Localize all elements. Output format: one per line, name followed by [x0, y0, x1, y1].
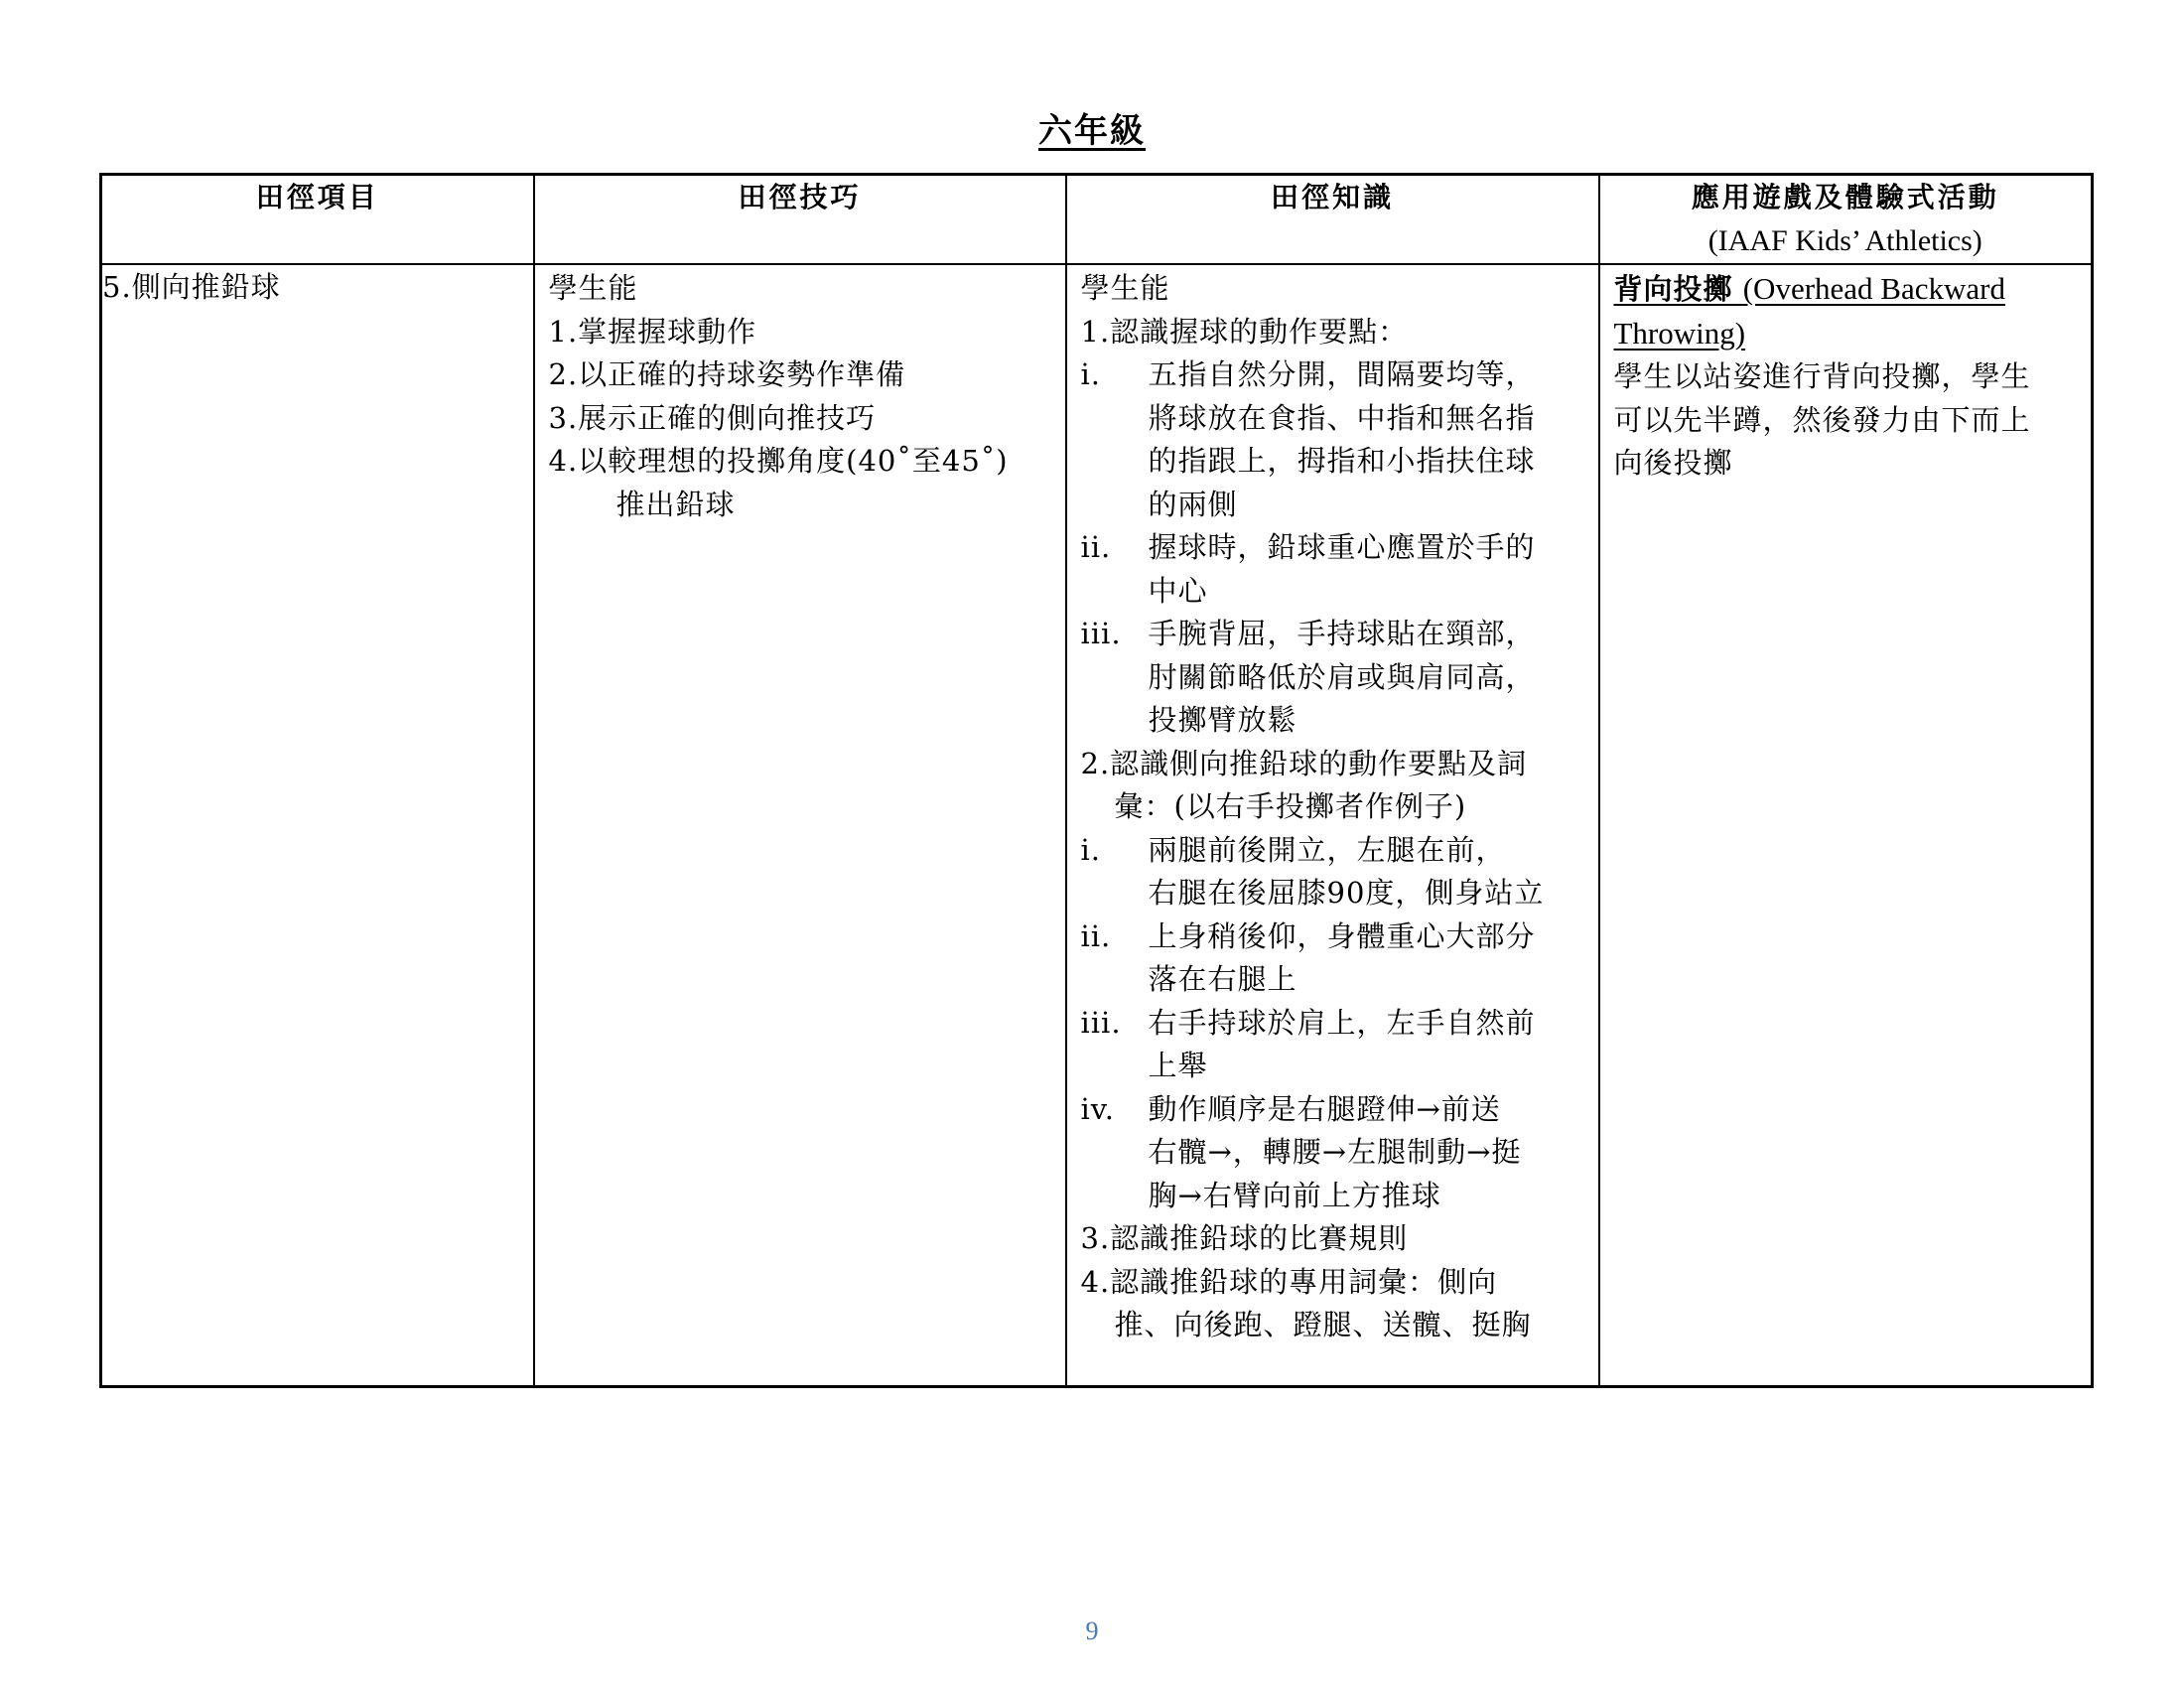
knowledge-cell	[1066, 264, 1599, 1387]
knowledge-point-1-iii: iii. 手腕背屈，手持球貼在頸部，	[1080, 617, 1536, 650]
knowledge-point-1: 1.認識握球的動作要點：	[1080, 314, 1409, 349]
page-title-text: 六年級	[1038, 111, 1146, 151]
knowledge-point-3: 3.認識推鉛球的比賽規則	[1080, 1221, 1409, 1255]
activity-description: 學生以站姿進行背向投擲，學生	[1613, 359, 2031, 393]
activity-title-cont	[1614, 312, 2080, 356]
header-athletic-item-label: 田徑項目	[255, 181, 379, 213]
page-title	[0, 103, 2184, 152]
header-applied-games	[1599, 175, 2093, 265]
activity-title	[1614, 267, 2080, 312]
knowledge-point-2-iii-cont: 上舉	[1148, 1049, 1208, 1082]
knowledge-point-2-i: i. 兩腿前後開立，左腿在前，	[1080, 832, 1506, 867]
skills-item-3: 3.展示正確的側向推技巧	[548, 400, 877, 435]
header-applied-games-sub: (IAAF Kids’ Athletics)	[1707, 224, 1982, 257]
activity-description: 可以先半蹲，然後發力由下而上	[1613, 402, 2031, 437]
activity-description: 向後投擲	[1613, 446, 1733, 480]
knowledge-point-2: 2.認識側向推鉛球的動作要點及詞	[1080, 746, 1528, 780]
knowledge-point-2-ii: ii. 上身稍後仰，身體重心大部分	[1080, 918, 1536, 953]
skills-intro: 學生能	[548, 271, 638, 305]
skills-content	[535, 265, 1065, 526]
knowledge-point-2-iv-cont: 胸→右臂向前上方推球	[1148, 1178, 1441, 1212]
item-cell	[101, 264, 534, 1387]
header-athletic-knowledge-label: 田徑知識	[1270, 181, 1394, 213]
page-number: 9	[1085, 1617, 1099, 1645]
curriculum-table	[99, 173, 2094, 1388]
knowledge-point-2-iv-cont: 右髖→，轉腰→左腿制動→挺	[1148, 1135, 1522, 1169]
knowledge-intro: 學生能	[1080, 271, 1170, 305]
activity-title-zh: 背向投擲	[1613, 272, 1733, 306]
knowledge-point-1-iii-cont: 投擲臂放鬆	[1148, 703, 1297, 737]
skills-item-4: 4.以較理想的投擲角度(40˚至45˚)	[548, 444, 1009, 478]
knowledge-point-1-i-cont: 的指跟上，拇指和小指扶住球	[1148, 444, 1536, 478]
header-applied-games-label: 應用遊戲及體驗式活動	[1691, 181, 1999, 213]
knowledge-point-1-i-cont: 將球放在食指、中指和無名指	[1148, 400, 1536, 435]
activity-title-en-cont: Throwing)	[1613, 315, 1746, 351]
item-name: 5.側向推鉛球	[102, 270, 281, 304]
skills-item-1: 1.掌握握球動作	[548, 314, 757, 349]
activity-title-en: (Overhead Backward	[1742, 271, 2005, 306]
skills-cell	[534, 264, 1066, 1387]
header-row	[101, 175, 2093, 265]
knowledge-point-4: 4.認識推鉛球的專用詞彙：側向	[1080, 1264, 1498, 1299]
header-athletic-item	[101, 175, 534, 265]
knowledge-content	[1067, 265, 1598, 1347]
knowledge-point-1-ii: ii. 握球時，鉛球重心應置於手的	[1080, 530, 1536, 564]
knowledge-point-2-i-cont: 右腿在後屈膝90度，側身站立	[1148, 876, 1545, 910]
header-athletic-knowledge	[1066, 175, 1599, 265]
knowledge-point-2-iii: iii. 右手持球於肩上，左手自然前	[1080, 1005, 1536, 1040]
skills-item-4-cont: 推出鉛球	[615, 487, 736, 521]
knowledge-point-2-iv: iv. 動作順序是右腿蹬伸→前送	[1080, 1091, 1501, 1126]
knowledge-point-1-ii-cont: 中心	[1148, 573, 1208, 608]
knowledge-point-1-i-cont: 的兩側	[1148, 487, 1238, 521]
knowledge-point-2-cont: 彙：(以右手投擲者作例子)	[1114, 789, 1467, 823]
knowledge-point-1-iii-cont: 肘關節略低於肩或與肩同高，	[1148, 659, 1536, 694]
table-row	[101, 264, 2093, 1387]
activity-cell	[1599, 264, 2093, 1387]
knowledge-point-4-cont: 推、向後跑、蹬腿、送髖、挺胸	[1114, 1308, 1532, 1341]
knowledge-point-2-ii-cont: 落在右腿上	[1148, 962, 1297, 996]
skills-item-2: 2.以正確的持球姿勢作準備	[548, 357, 906, 391]
activity-content	[1600, 265, 2092, 486]
knowledge-point-1-i: i. 五指自然分開，間隔要均等，	[1080, 357, 1536, 391]
header-athletic-skills	[534, 175, 1066, 265]
header-athletic-skills-label: 田徑技巧	[738, 181, 862, 213]
